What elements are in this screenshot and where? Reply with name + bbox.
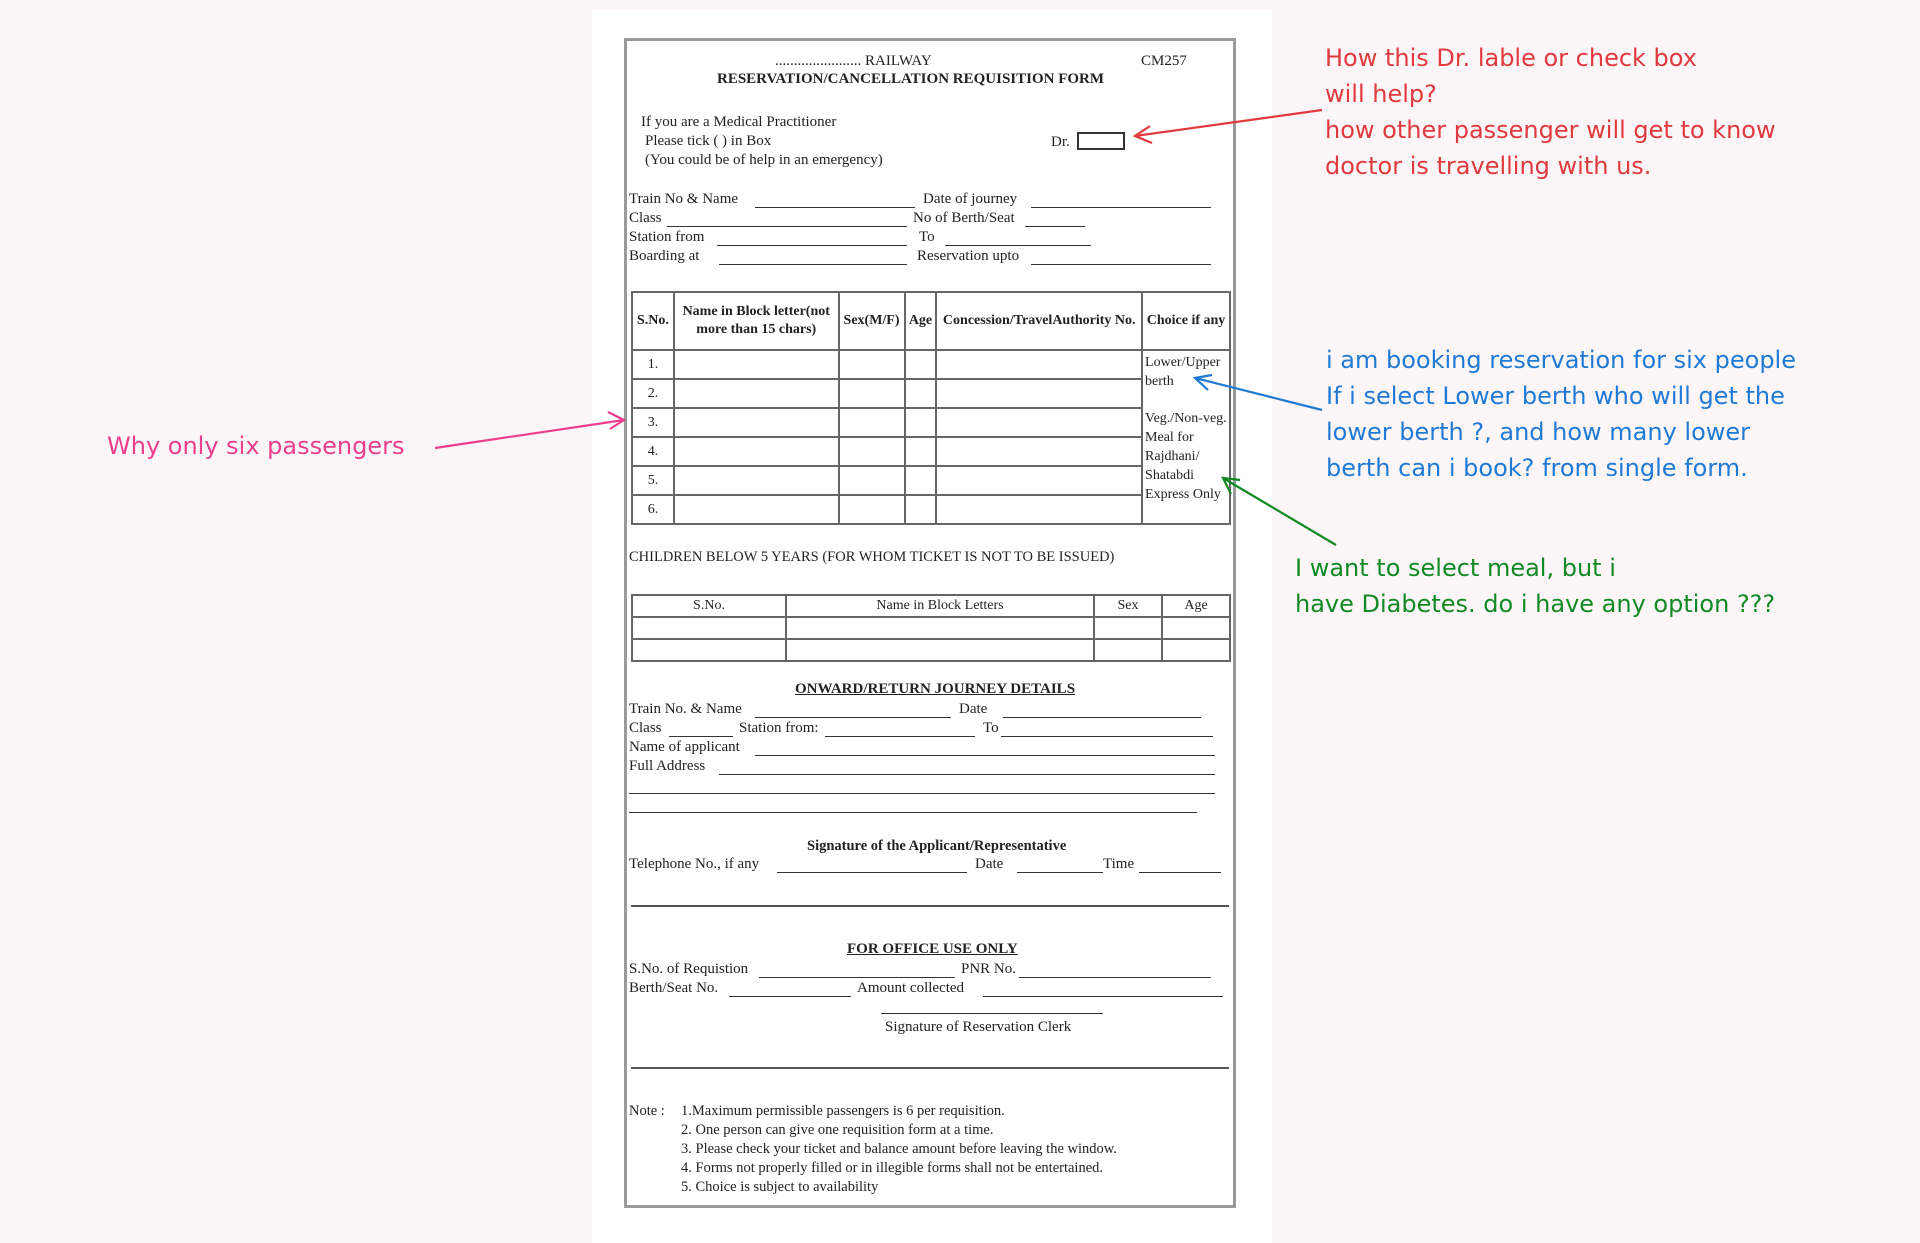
onward-heading: ONWARD/RETURN JOURNEY DETAILS <box>795 681 1076 697</box>
child-col-sno: S.No. <box>632 595 786 617</box>
note-item: 3. Please check your ticket and balance amount before leaving the window. <box>681 1141 1117 1157</box>
class-label: Class <box>629 210 662 226</box>
row-number: 2. <box>632 379 674 408</box>
row-number: 5. <box>632 466 674 495</box>
annotation-line: i am booking reservation for six people <box>1326 346 1796 374</box>
row-number: 3. <box>632 408 674 437</box>
applicant-name-label: Name of applicant <box>629 739 740 755</box>
medical-line-2: Please tick ( ) in Box <box>645 133 772 149</box>
note-item: 5. Choice is subject to availability <box>681 1179 879 1195</box>
children-heading: CHILDREN BELOW 5 YEARS (FOR WHOM TICKET IS NOT TO BE ISSUED) <box>629 549 1115 565</box>
col-sno: S.No. <box>632 292 674 350</box>
medical-line-3: (You could be of help in an emergency) <box>645 152 883 168</box>
onward-to-label: To <box>983 720 999 736</box>
col-name: Name in Block letter(not more than 15 chars) <box>674 292 839 350</box>
date-label: Date <box>975 856 1004 872</box>
choice-meal: Veg./Non-veg. Meal for Rajdhani/ Shatabdi Express Only <box>1145 411 1227 502</box>
note-item: 4. Forms not properly filled or in illegible forms shall not be entertained. <box>681 1160 1104 1176</box>
onward-class-label: Class <box>629 720 662 736</box>
railway-name: ....................... RAILWAY <box>775 53 932 69</box>
pnr-label: PNR No. <box>961 961 1017 977</box>
green-arrow <box>1223 478 1336 545</box>
berth-seat-label: Berth/Seat No. <box>629 980 719 996</box>
onward-date-label: Date <box>959 701 988 717</box>
note-item: 1.Maximum permissible passengers is 6 per requisition. <box>681 1103 1005 1119</box>
row-number: 1. <box>632 350 674 379</box>
clerk-signature-label: Signature of Reservation Clerk <box>885 1019 1072 1035</box>
address-label: Full Address <box>629 758 706 774</box>
note-label: Note : <box>629 1103 665 1119</box>
annotation-line: If i select Lower berth who will get the <box>1326 382 1785 410</box>
boarding-at-label: Boarding at <box>629 248 700 264</box>
to-label: To <box>919 229 935 245</box>
time-label: Time <box>1103 856 1135 872</box>
annotation-line: berth can i book? from single form. <box>1326 454 1748 482</box>
medical-line-1: If you are a Medical Practitioner <box>641 114 837 130</box>
reservation-upto-label: Reservation upto <box>917 248 1020 264</box>
dr-label: Dr. <box>1051 134 1070 150</box>
date-of-journey-label: Date of journey <box>923 191 1018 207</box>
office-heading: FOR OFFICE USE ONLY <box>847 941 1018 957</box>
note-item: 2. One person can give one requisition form at a time. <box>681 1122 994 1138</box>
annotation-line: lower berth ?, and how many lower <box>1326 418 1751 446</box>
annotation-line: I want to select meal, but i <box>1295 554 1616 582</box>
signature-heading: Signature of the Applicant/Representative <box>807 838 1067 854</box>
train-no-name-label: Train No & Name <box>629 191 739 207</box>
col-sex: Sex(M/F) <box>839 292 905 350</box>
col-concession: Concession/TravelAuthority No. <box>936 292 1142 350</box>
choice-berth: Lower/Upper berth <box>1145 355 1221 389</box>
six-passengers-annotation: Why only six passengers <box>107 432 405 460</box>
col-age: Age <box>905 292 937 350</box>
amount-label: Amount collected <box>857 980 965 996</box>
child-col-name: Name in Block Letters <box>786 595 1094 617</box>
telephone-label: Telephone No., if any <box>629 856 760 872</box>
pink-arrow <box>435 412 624 448</box>
child-col-age: Age <box>1162 595 1230 617</box>
onward-train-label: Train No. & Name <box>629 701 742 717</box>
annotation-line: how other passenger will get to know <box>1325 116 1776 144</box>
onward-station-label: Station from: <box>739 720 819 736</box>
row-number: 6. <box>632 495 674 524</box>
requisition-label: S.No. of Requistion <box>629 961 749 977</box>
annotation-line: doctor is travelling with us. <box>1325 152 1652 180</box>
form-code: CM257 <box>1141 53 1187 69</box>
station-from-label: Station from <box>629 229 705 245</box>
col-choice: Choice if any <box>1142 292 1230 350</box>
form-title: RESERVATION/CANCELLATION REQUISITION FORM <box>717 71 1105 87</box>
annotation-line: will help? <box>1325 80 1437 108</box>
no-of-berth-label: No of Berth/Seat <box>913 210 1015 226</box>
row-number: 4. <box>632 437 674 466</box>
annotation-line: have Diabetes. do i have any option ??? <box>1295 590 1776 618</box>
annotation-line: How this Dr. lable or check box <box>1325 44 1697 72</box>
child-col-sex: Sex <box>1094 595 1162 617</box>
blue-arrow <box>1195 375 1322 410</box>
red-arrow <box>1135 110 1322 143</box>
